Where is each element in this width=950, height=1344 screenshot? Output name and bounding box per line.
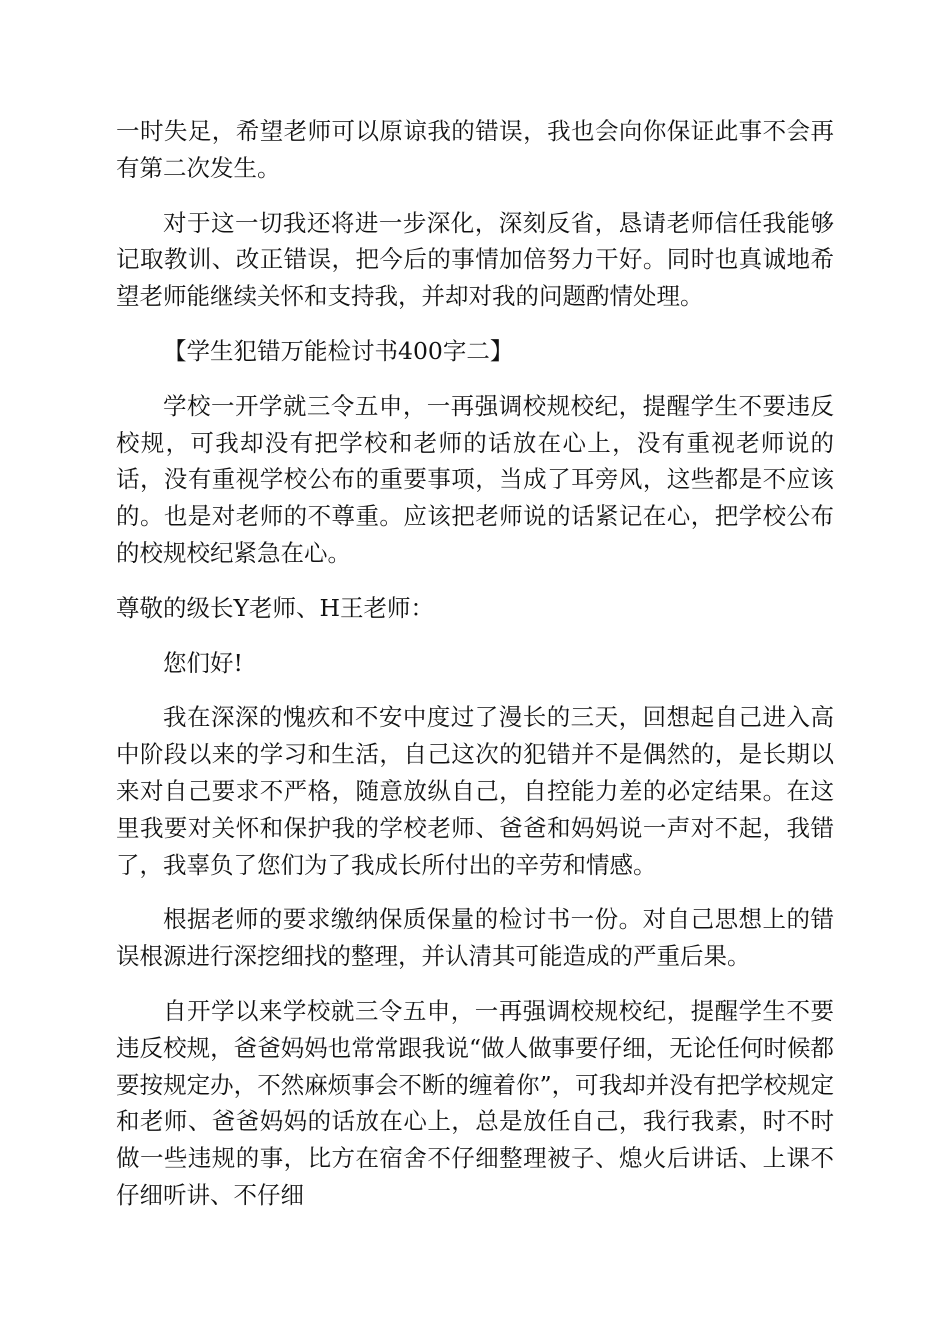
document-body: [116, 113, 834, 1232]
paragraph-requirement: 根据老师的要求缴纳保质保量的检讨书一份。对自己思想上的错误根源进行深挖细找的整理，并认清其可能造成的严重后果。: [116, 905, 834, 971]
paragraph-continuation: 一时失足，希望老师可以原谅我的错误，我也会向你保证此事不会再有第二次发生。: [116, 117, 834, 182]
greeting: 您们好!: [163, 648, 243, 677]
paragraph-reflection: 对于这一切我还将进一步深化，深刻反省，恳请老师信任我能够记取教训、改正错误，把今后的事情加倍努力干好。同时也真诚地希望老师能继续关怀和支持我，并却对我的问题酌情处理。: [116, 208, 834, 311]
section-heading: 【学生犯错万能检讨书400字二】: [163, 336, 514, 365]
paragraph-apology: 我在深深的愧疚和不安中度过了漫长的三天，回想起自己进入高中阶段以来的学习和生活，自己这次的犯错并不是偶然的，是长期以来对自己要求不严格，随意放纵自己，自控能力差的必定结果。在这里我要对关怀和保护我的学校老师、爸爸和妈妈说一声对不起，我错了，我辜负了您们为了我成长所付出的辛劳和情感。: [116, 703, 834, 879]
paragraph-school-rules: 学校一开学就三令五申，一再强调校规校纪，提醒学生不要违反校规，可我却没有把学校和老师的话放在心上，没有重视老师说的话，没有重视学校公布的重要事项，当成了耳旁风，这些都是不应该的。也是对老师的不尊重。应该把老师说的话紧记在心，把学校公布的校规校纪紧急在心。: [116, 391, 834, 567]
paragraph-violations: 自开学以来学校就三令五申，一再强调校规校纪，提醒学生不要违反校规，爸爸妈妈也常常跟我说“做人做事要仔细，无论任何时候都要按规定办，不然麻烦事会不断的缠着你”，可我却并没有把学校规定和老师、爸爸妈妈的话放在心上，总是放任自己，我行我素，时不时做一些违规的事，比方在宿舍不仔细整理被子、熄火后讲话、上课不仔细听讲、不仔细: [116, 996, 834, 1209]
salutation: 尊敬的级长Y老师、H王老师：: [116, 593, 435, 622]
